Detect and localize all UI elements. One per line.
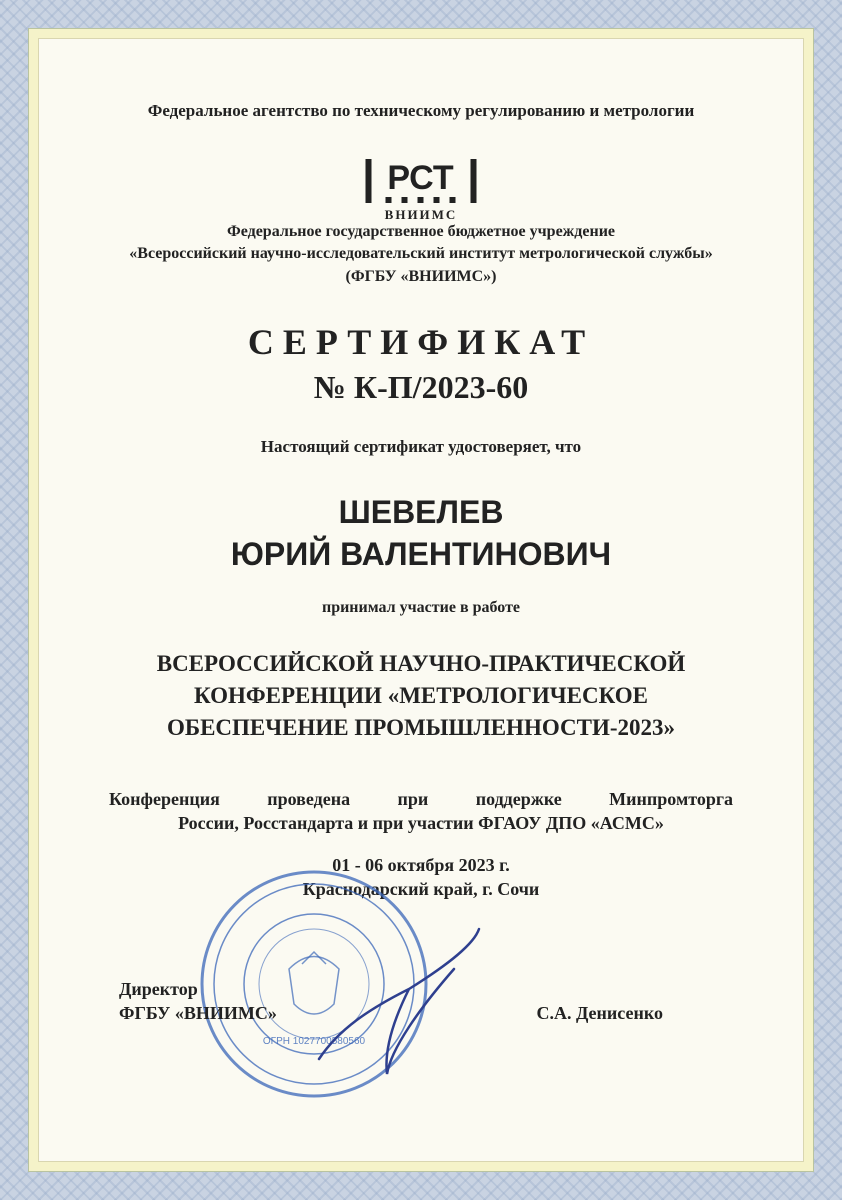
conference-line-2: КОНФЕРЕНЦИИ «МЕТРОЛОГИЧЕСКОЕ bbox=[194, 683, 648, 708]
person-name: ЮРИЙ ВАЛЕНТИНОВИЧ bbox=[230, 536, 612, 572]
institution-line-1: Федеральное государственное бюджетное учреждение bbox=[226, 223, 616, 240]
certificate-number: № К-П/2023-60 bbox=[313, 369, 529, 405]
conference-dates: 01 - 06 октября 2023 г. bbox=[332, 855, 510, 875]
logo-subtitle: ВНИИМС bbox=[384, 207, 458, 222]
conference-place: Краснодарский край, г. Сочи bbox=[302, 879, 540, 899]
agency-name: Федеральное агентство по техническому регулированию и метрологии bbox=[147, 101, 695, 120]
conference-line-1: ВСЕРОССИЙСКОЙ НАУЧНО-ПРАКТИЧЕСКОЙ bbox=[156, 651, 686, 676]
certificate-title: СЕРТИФИКАТ bbox=[247, 322, 595, 362]
support-line-2: России, Росстандарта и при участии ФГАОУ ДПО «АСМС» bbox=[178, 813, 664, 833]
signer-name: С.А. Денисенко bbox=[536, 1003, 663, 1023]
person-surname: ШЕВЕЛЕВ bbox=[338, 494, 504, 530]
director-org: ФГБУ «ВНИИМС» bbox=[119, 1003, 277, 1023]
signature-icon bbox=[299, 909, 499, 1089]
intro-text: Настоящий сертификат удостоверяет, что bbox=[260, 437, 582, 456]
svg-text:РСТ: РСТ bbox=[387, 159, 454, 197]
conference-line-3: ОБЕСПЕЧЕНИЕ ПРОМЫШЛЕННОСТИ-2023» bbox=[166, 715, 676, 740]
support-line-1: Конференция проведена при поддержке Минпромторга bbox=[109, 789, 733, 809]
certificate-body bbox=[38, 38, 804, 1162]
svg-text:ОГРН 1027700580560: ОГРН 1027700580560 bbox=[262, 1036, 366, 1047]
institution-line-3: (ФГБУ «ВНИИМС») bbox=[345, 268, 497, 285]
director-title: Директор bbox=[119, 979, 198, 999]
institution-line-2: «Всероссийский научно-исследовательский институт метрологической службы» bbox=[129, 245, 713, 262]
participation-text: принимал участие в работе bbox=[321, 599, 521, 616]
